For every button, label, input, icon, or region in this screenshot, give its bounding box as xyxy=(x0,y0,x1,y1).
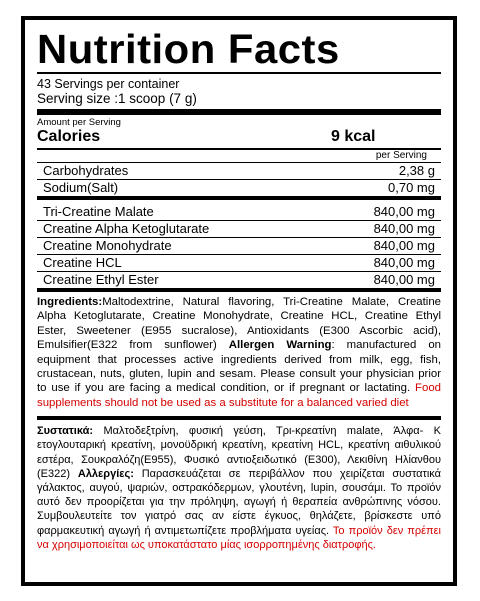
ingredient-name: Creatine Ethyl Ester xyxy=(43,272,159,287)
table-row xyxy=(37,238,441,255)
serving-size: Serving size :1 scoop (7 g) xyxy=(37,91,197,106)
ingredient-value-text: 840,00 mg xyxy=(373,238,435,253)
allergen-text: : manufactured on equipment that processes active ingredients derived from milk, egg, fish, crustacean, nuts, gluten, lupin and sesam. Please consult your physician prior to use if you are facing a medical condition, or if pregnant or lactating. xyxy=(37,339,441,395)
ingredient-value xyxy=(319,255,441,272)
ingredient-value-text: 840,00 mg xyxy=(373,272,435,287)
greek-ingredients-block xyxy=(37,420,441,552)
allergen-text-greek: Παρασκευάζεται σε περιβάλλον που χειρίζεται συστατικά γάλακτος, αυγού, ψαριών, οστρακόδερμων, γλουτένη, lupin, σουσάμι. Το προϊόν αυτό δεν προορίζεται για την πρόληψη, αγωγή ή θεραπεία ανθρώπινης νόσου. Συμβουλευτείτε τον γιατρό σας αν είστε έγκυος, θηλάζετε, βρίσκεστε υπό φαρμακευτική αγωγή ή αντιμετωπίζετε προβλήματα υγείας. xyxy=(37,467,442,537)
table-row xyxy=(37,204,441,221)
nutrient-name: Carbohydrates xyxy=(37,163,319,180)
nutrients-table xyxy=(37,163,441,196)
ingredient-value xyxy=(319,221,441,238)
ingredient-value-text: 840,00 mg xyxy=(373,255,435,270)
ingredient-value xyxy=(319,238,441,255)
calories-row xyxy=(37,128,441,148)
nutrient-name: Sodium(Salt) xyxy=(43,180,119,195)
divider-thick xyxy=(37,109,441,115)
active-ingredients-table xyxy=(37,204,441,288)
nutrient-value-text: 0,70 mg xyxy=(388,180,435,195)
nutrition-label xyxy=(21,16,457,586)
english-ingredients-block xyxy=(37,292,441,410)
allergen-label: Allergen Warning xyxy=(228,339,332,352)
ingredients-text-greek: Μαλτοδεξτρίνη, φυσική γεύση, Τρι-κρεατίνη malate, Άλφα- Κ ετογλουταρική κρεατίνη, μονοϋδρική κρεατίνη, κρεατίνη HCL, κρεατίνη αιθυλικού εστέρα, Σουκραλόζη(Ε955), Φυσικό αντιοξειδωτικό (Ε300), Λεκιθίνη Ηλίανθου (E322) xyxy=(37,425,441,480)
per-serving-header: per Serving xyxy=(375,150,427,161)
ingredient-value xyxy=(319,204,441,221)
table-row xyxy=(37,221,441,238)
nutrient-value xyxy=(319,180,441,197)
nutrient-value xyxy=(319,163,441,180)
ingredient-name: Creatine HCL xyxy=(37,255,319,272)
table-row xyxy=(37,180,441,197)
servings-per-container: 43 Servings per container xyxy=(37,77,180,91)
calories-value: 9 kcal xyxy=(331,128,376,145)
warning-text-greek: Το προϊόν δεν πρέπει να χρησιμοποιείται ως υποκατάστατο μίας ισορροπημένης διατροφής. xyxy=(37,524,441,551)
table-row xyxy=(37,255,441,272)
calories-label: Calories xyxy=(37,128,101,145)
ingredient-value xyxy=(319,272,441,289)
ingredients-text: Maltodextrine, Natural flavoring, Tri-Creatine Malate, Creatine Alpha Ketoglutarate, Creatine Monohydrate, Creatine HCL, Creatine Ethyl Ester, Sweetener (E955 sucralose), Antioxidants (E300 Ascorbic acid), Emulsifier(E322 from sunflower) xyxy=(37,296,441,352)
warning-text: Food supplements should not be used as a substitute for a balanced varied diet xyxy=(37,382,441,409)
ingredient-name: Creatine Monohydrate xyxy=(37,238,319,255)
nutrient-value-text: 2,38 g xyxy=(398,163,435,178)
ingredient-value-text: 840,00 mg xyxy=(373,204,435,219)
label-title: Nutrition Facts xyxy=(37,26,340,72)
ingredient-name: Tri-Creatine Malate xyxy=(37,204,319,221)
table-row xyxy=(37,163,441,180)
amount-per-serving: Amount per Serving xyxy=(37,117,121,128)
table-row xyxy=(37,272,441,289)
ingredients-label: Ingredients: xyxy=(37,296,103,308)
allergen-label-greek: Αλλεργίες: xyxy=(77,467,134,480)
ingredient-value-text: 840,00 mg xyxy=(373,221,435,236)
ingredient-name: Creatine Alpha Ketoglutarate xyxy=(37,221,319,238)
ingredients-label-greek: Συστατικά: xyxy=(37,425,94,438)
